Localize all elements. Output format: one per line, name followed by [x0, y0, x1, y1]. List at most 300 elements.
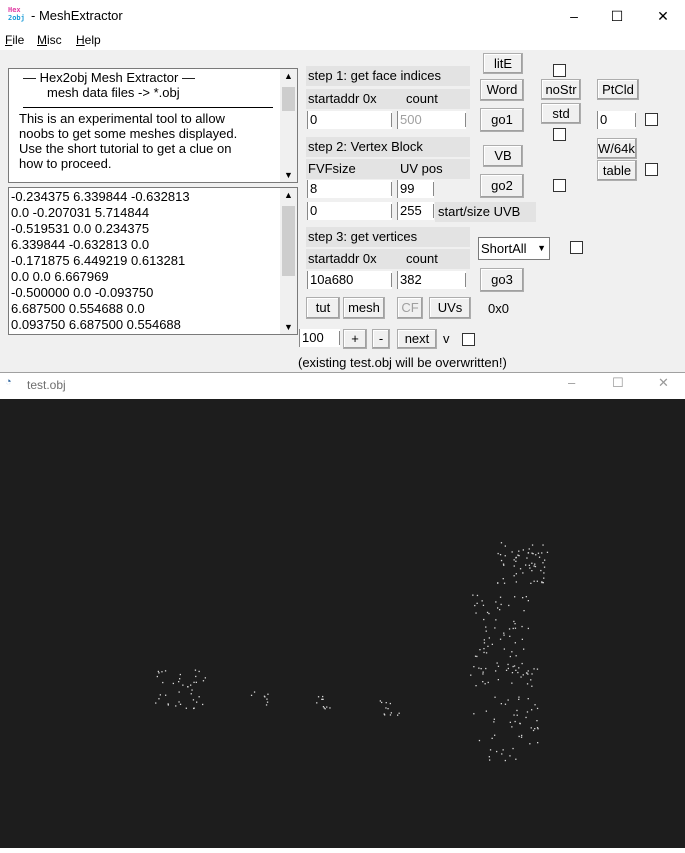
point-cloud-dot: [531, 686, 532, 687]
data-line: -0.171875 6.449219 0.613281: [11, 253, 186, 268]
data-scrollbar[interactable]: [280, 188, 297, 334]
point-cloud-dot: [537, 742, 538, 743]
point-cloud-dot: [195, 670, 196, 671]
point-cloud-svg: [0, 399, 685, 848]
point-cloud-dot: [486, 631, 487, 632]
point-cloud-dot: [519, 723, 520, 724]
go2-checkbox[interactable]: [553, 179, 566, 192]
point-cloud-dot: [518, 697, 519, 698]
menu-help-accel: H: [76, 33, 85, 47]
point-cloud-dot: [503, 749, 504, 750]
minimize-button[interactable]: –: [570, 8, 578, 24]
point-cloud-dot: [326, 706, 327, 707]
point-cloud-dot: [380, 700, 381, 701]
point-cloud-dot: [511, 651, 512, 652]
point-cloud-dot: [494, 735, 495, 736]
v-label: v: [443, 331, 450, 346]
next-button[interactable]: next: [397, 329, 437, 349]
word-button[interactable]: Word: [480, 79, 524, 101]
point-cloud-dot: [533, 668, 534, 669]
step-value-input[interactable]: [299, 329, 340, 347]
point-cloud-dot: [384, 714, 385, 715]
step2-fvfsize-label: FVFsize: [308, 161, 356, 176]
menu-file[interactable]: [5, 33, 24, 47]
point-cloud-dot: [531, 553, 532, 554]
point-cloud-dot: [473, 666, 474, 667]
point-cloud-dot: [542, 544, 543, 545]
point-cloud-dot: [504, 583, 505, 584]
fvfsize-input[interactable]: [307, 180, 392, 198]
point-cloud-dot: [529, 565, 530, 566]
point-cloud-dot: [322, 696, 323, 697]
point-cloud-dot: [514, 596, 515, 597]
point-cloud-dot: [482, 600, 483, 601]
point-cloud-dot: [481, 668, 482, 669]
point-cloud-dot: [526, 557, 527, 558]
point-cloud-dot: [505, 555, 506, 556]
point-cloud-dot: [483, 648, 484, 649]
point-cloud-dot: [528, 552, 529, 553]
point-cloud-dot: [533, 730, 534, 731]
point-cloud-dot: [513, 666, 514, 667]
point-cloud-dot: [323, 706, 324, 707]
point-cloud-dot: [501, 604, 502, 605]
point-cloud-dot: [515, 721, 516, 722]
point-cloud-dot: [478, 668, 479, 669]
dims-readout: 0x0: [488, 301, 509, 316]
step1-startaddr-input[interactable]: [307, 111, 392, 129]
point-cloud-dot: [182, 685, 183, 686]
point-cloud-dot: [537, 708, 538, 709]
point-cloud-dot: [516, 655, 517, 656]
point-cloud-dot: [505, 760, 506, 761]
info-line: Use the short tutorial to get a clue on: [19, 141, 232, 156]
point-cloud-dot: [505, 545, 506, 546]
point-cloud-dot: [531, 563, 532, 564]
point-cloud-dot: [495, 670, 496, 671]
menu-misc[interactable]: [37, 33, 62, 47]
point-cloud-dot: [390, 703, 391, 704]
menu-misc-rest: isc: [47, 33, 62, 47]
point-cloud-dot: [513, 628, 514, 629]
point-cloud-dot: [472, 595, 473, 596]
point-cloud-dot: [531, 570, 532, 571]
vertex-data-text: [11, 189, 279, 333]
data-line: 0.0 0.0 6.667969: [11, 269, 109, 284]
point-cloud-dot: [483, 619, 484, 620]
point-cloud-dot: [173, 683, 174, 684]
client-area: [0, 50, 685, 373]
point-cloud-dot: [499, 609, 500, 610]
step3-title: step 3: get vertices: [306, 227, 470, 247]
point-cloud-dot: [322, 699, 323, 700]
point-cloud-dot: [543, 582, 544, 583]
maximize-button[interactable]: ☐: [610, 8, 624, 24]
point-cloud-dot: [494, 697, 495, 698]
point-cloud-dot: [470, 675, 471, 676]
point-cloud-dot: [535, 554, 536, 555]
close-button[interactable]: ✕: [657, 8, 669, 24]
data-line: -0.500000 0.0 -0.093750: [11, 285, 154, 300]
vb-button[interactable]: VB: [483, 145, 523, 167]
point-cloud-dot: [488, 682, 489, 683]
uvb-start-value: 0: [310, 203, 318, 218]
step3-startaddr-input[interactable]: [307, 271, 392, 289]
point-cloud-dot: [522, 663, 523, 664]
point-cloud-dot: [168, 704, 169, 705]
go3-button[interactable]: go3: [480, 268, 524, 292]
point-cloud-dot: [529, 567, 530, 568]
point-cloud-dot: [390, 714, 391, 715]
step3-count-input[interactable]: [397, 271, 466, 289]
point-cloud-dot: [531, 673, 532, 674]
point-cloud-dot: [532, 544, 533, 545]
point-cloud-dot: [510, 656, 511, 657]
point-cloud-dot: [534, 565, 535, 566]
point-cloud-dot: [482, 673, 483, 674]
point-cloud-dot: [202, 704, 203, 705]
window-title: - MeshExtractor: [31, 8, 123, 23]
point-cloud-dot: [193, 708, 194, 709]
point-cloud-dot: [175, 705, 176, 706]
point-cloud-dot: [501, 542, 502, 543]
step3-count-label: count: [406, 251, 438, 266]
point-cloud-dot: [494, 627, 495, 628]
point-cloud-dot: [506, 670, 507, 671]
step1-count-label: count: [406, 91, 438, 106]
point-cloud-dot: [483, 605, 484, 606]
table-checkbox[interactable]: [645, 163, 658, 176]
go1-button[interactable]: go1: [480, 108, 524, 132]
point-cloud-dot: [321, 699, 322, 700]
scroll-down-icon[interactable]: ▼: [284, 170, 293, 180]
point-cloud-canvas[interactable]: [0, 399, 685, 848]
point-cloud-dot: [526, 672, 527, 673]
point-cloud-dot: [498, 553, 499, 554]
point-cloud-dot: [485, 626, 486, 627]
step3-count-value: 382: [400, 272, 422, 287]
point-cloud-dot: [160, 694, 161, 695]
data-line: 6.339844 -0.632813 0.0: [11, 237, 150, 252]
point-cloud-dot: [251, 695, 252, 696]
point-cloud-dot: [518, 699, 519, 700]
point-cloud-dot: [489, 756, 490, 757]
point-cloud-dot: [539, 557, 540, 558]
point-cloud-dot: [515, 561, 516, 562]
step1-title: step 1: get face indices: [306, 66, 470, 86]
point-cloud-dot: [511, 726, 512, 727]
viewer-title: test.obj: [27, 378, 66, 392]
point-cloud-dot: [522, 572, 523, 573]
step3-startaddr-label: startaddr 0x: [308, 251, 377, 266]
point-cloud-dot: [515, 670, 516, 671]
point-cloud-dot: [535, 566, 536, 567]
format-checkbox[interactable]: [570, 241, 583, 254]
point-cloud-dot: [517, 555, 518, 556]
point-cloud-dot: [199, 671, 200, 672]
point-cloud-dot: [186, 708, 187, 709]
point-cloud-dot: [500, 639, 501, 640]
data-line: 0.093750 6.687500 0.554688: [11, 317, 181, 332]
point-cloud-dot: [508, 668, 509, 669]
point-cloud-dot: [475, 612, 476, 613]
uvpos-value: 99: [400, 181, 415, 196]
point-cloud-dot: [479, 649, 480, 650]
point-cloud-dot: [509, 628, 510, 629]
mesh-button[interactable]: mesh: [343, 297, 385, 319]
point-cloud-dot: [179, 691, 180, 692]
point-cloud-dot: [516, 710, 517, 711]
point-cloud-dot: [512, 551, 513, 552]
menu-bar: [0, 31, 685, 50]
point-cloud-dot: [540, 570, 541, 571]
point-cloud-dot: [501, 560, 502, 561]
point-cloud-dot: [325, 708, 326, 709]
lite-checkbox[interactable]: [553, 64, 566, 77]
nostr-button[interactable]: noStr: [541, 79, 581, 100]
point-cloud-dot: [534, 581, 535, 582]
overwrite-warning: (existing test.obj will be overwritten!): [298, 355, 507, 370]
info-scrollbar[interactable]: [280, 69, 297, 182]
step2-header-row: [306, 159, 470, 179]
point-cloud-dot: [518, 667, 519, 668]
menu-help[interactable]: [76, 33, 101, 47]
viewer-minimize-button[interactable]: –: [568, 375, 576, 390]
point-cloud-dot: [386, 702, 387, 703]
w64k-button[interactable]: W/64k: [597, 138, 637, 159]
ptcld-button[interactable]: PtCld: [597, 79, 639, 100]
lite-button[interactable]: litE: [483, 53, 523, 74]
point-cloud-dot: [547, 552, 548, 553]
point-cloud-dot: [497, 607, 498, 608]
vertex-data-pane[interactable]: [8, 187, 298, 335]
cf-button[interactable]: CF: [397, 297, 423, 319]
point-cloud-dot: [529, 548, 530, 549]
point-cloud-dot: [512, 748, 513, 749]
point-cloud-dot: [158, 671, 159, 672]
point-cloud-dot: [513, 621, 514, 622]
point-cloud-dot: [495, 601, 496, 602]
point-cloud-dot: [531, 709, 532, 710]
point-cloud-dot: [399, 713, 400, 714]
scroll-down-icon[interactable]: ▼: [284, 322, 293, 332]
info-text-pane[interactable]: [8, 68, 298, 183]
std-checkbox[interactable]: [553, 128, 566, 141]
step1-count-input[interactable]: [397, 111, 466, 129]
point-cloud-dot: [205, 677, 206, 678]
chevron-down-icon[interactable]: ▼: [537, 243, 546, 253]
point-cloud-dot: [544, 567, 545, 568]
info-line: how to proceed.: [19, 156, 112, 171]
step1-count-value: 500: [400, 112, 422, 127]
point-cloud-dot: [193, 699, 194, 700]
scroll-up-icon[interactable]: ▲: [284, 190, 293, 200]
point-cloud-dot: [517, 715, 518, 716]
point-cloud-dot: [475, 685, 476, 686]
point-cloud-dot: [534, 704, 535, 705]
tutorial-button[interactable]: tut: [306, 297, 340, 319]
point-cloud-dot: [485, 683, 486, 684]
go2-button[interactable]: go2: [480, 174, 524, 198]
main-window: [0, 0, 685, 373]
point-cloud-dot: [537, 581, 538, 582]
menu-help-rest: elp: [84, 33, 101, 47]
point-cloud-dot: [485, 668, 486, 669]
menu-file-accel: F: [5, 33, 13, 47]
right-value-checkbox[interactable]: [645, 113, 658, 126]
point-cloud-dot: [484, 642, 485, 643]
scroll-thumb[interactable]: [282, 206, 295, 276]
hex2obj-app-icon: [8, 6, 28, 24]
point-cloud-dot: [527, 711, 528, 712]
point-cloud-dot: [178, 701, 179, 702]
step2-title: step 2: Vertex Block: [306, 137, 470, 157]
point-cloud-dot: [316, 702, 317, 703]
point-cloud-dot: [509, 636, 510, 637]
point-cloud-dot: [503, 564, 504, 565]
point-cloud-dot: [529, 743, 530, 744]
point-cloud-dot: [534, 728, 535, 729]
point-cloud-dot: [486, 652, 487, 653]
point-cloud-dot: [528, 698, 529, 699]
point-cloud-dot: [483, 672, 484, 673]
point-cloud-dot: [477, 603, 478, 604]
point-cloud-dot: [318, 696, 319, 697]
point-cloud-dot: [180, 674, 181, 675]
point-cloud-dot: [520, 568, 521, 569]
minus-button[interactable]: -: [372, 329, 390, 349]
point-cloud-dot: [391, 712, 392, 713]
point-cloud-dot: [178, 681, 179, 682]
point-cloud-dot: [193, 682, 194, 683]
point-cloud-dot: [515, 642, 516, 643]
point-cloud-dot: [476, 656, 477, 657]
point-cloud-dot: [530, 679, 531, 680]
point-cloud-dot: [397, 715, 398, 716]
point-cloud-dot: [165, 670, 166, 671]
info-heading: — Hex2obj Mesh Extractor —: [23, 70, 195, 85]
point-cloud-dot: [503, 635, 504, 636]
point-cloud-dot: [508, 699, 509, 700]
point-cloud-dot: [543, 572, 544, 573]
point-cloud-dot: [387, 708, 388, 709]
point-cloud-dot: [497, 662, 498, 663]
point-cloud-dot: [487, 646, 488, 647]
point-cloud-dot: [266, 704, 267, 705]
point-cloud-dot: [497, 582, 498, 583]
point-cloud-dot: [498, 666, 499, 667]
point-cloud-dot: [191, 689, 192, 690]
uvs-button[interactable]: UVs: [429, 297, 471, 319]
point-cloud-dot: [187, 686, 188, 687]
point-cloud-dot: [537, 669, 538, 670]
format-select[interactable]: [478, 237, 550, 260]
right-value-input[interactable]: [597, 111, 636, 129]
point-cloud-dot: [484, 639, 485, 640]
viewer-maximize-button[interactable]: ☐: [612, 375, 624, 390]
point-cloud-dot: [191, 693, 192, 694]
table-button[interactable]: table: [597, 160, 637, 181]
point-cloud-dot: [525, 717, 526, 718]
info-text-body: [19, 70, 279, 171]
uvb-size-input[interactable]: [397, 202, 434, 220]
point-cloud-dot: [513, 714, 514, 715]
point-cloud-dot: [486, 711, 487, 712]
plus-button[interactable]: +: [343, 329, 367, 349]
viewer-app-icon: ◔: [5, 376, 12, 388]
point-cloud-dot: [494, 719, 495, 720]
point-cloud-dot: [475, 656, 476, 657]
point-cloud-dot: [495, 619, 496, 620]
point-cloud-dot: [492, 738, 493, 739]
point-cloud-dot: [531, 727, 532, 728]
point-cloud-dot: [329, 707, 330, 708]
point-cloud-dot: [536, 720, 537, 721]
scroll-thumb[interactable]: [282, 87, 295, 111]
step2-uvpos-label: UV pos: [400, 161, 443, 176]
menu-misc-accel: M: [37, 33, 47, 47]
point-cloud-dot: [514, 559, 515, 560]
point-cloud-dot: [521, 626, 522, 627]
v-checkbox[interactable]: [462, 333, 475, 346]
std-button[interactable]: std: [541, 103, 581, 124]
step3-startaddr-value: 10a680: [310, 272, 354, 287]
point-cloud-dot: [162, 682, 163, 683]
step-value: 100: [302, 330, 324, 345]
point-cloud-dot: [266, 699, 267, 700]
point-cloud-dot: [523, 674, 524, 675]
uvpos-input[interactable]: [397, 180, 434, 198]
point-cloud-dot: [541, 552, 542, 553]
point-cloud-dot: [158, 672, 159, 673]
viewer-window: [0, 373, 685, 848]
viewer-close-button[interactable]: ✕: [658, 375, 669, 390]
point-cloud-dot: [525, 564, 526, 565]
point-cloud-dot: [493, 721, 494, 722]
point-cloud-dot: [521, 737, 522, 738]
step1-startaddr-label: startaddr 0x: [308, 91, 377, 106]
point-cloud-dot: [521, 735, 522, 736]
point-cloud-dot: [505, 704, 506, 705]
point-cloud-dot: [528, 628, 529, 629]
step3-header-row: [306, 249, 470, 269]
point-cloud-dot: [544, 560, 545, 561]
scroll-up-icon[interactable]: ▲: [284, 71, 293, 81]
point-cloud-dot: [515, 557, 516, 558]
point-cloud-dot: [490, 749, 491, 750]
uvb-start-input[interactable]: [307, 202, 392, 220]
point-cloud-dot: [518, 551, 519, 552]
point-cloud-dot: [504, 648, 505, 649]
point-cloud-dot: [528, 670, 529, 671]
point-cloud-dot: [514, 565, 515, 566]
point-cloud-dot: [526, 596, 527, 597]
point-cloud-dot: [158, 698, 159, 699]
point-cloud-dot: [482, 681, 483, 682]
point-cloud-dot: [514, 575, 515, 576]
point-cloud-dot: [203, 680, 204, 681]
icon-text-top: Hex: [8, 6, 21, 14]
point-cloud-dot: [264, 696, 265, 697]
point-cloud-dot: [489, 637, 490, 638]
menu-file-rest: ile: [12, 33, 25, 47]
point-cloud-dot: [496, 751, 497, 752]
point-cloud-dot: [522, 639, 523, 640]
point-cloud-dot: [385, 707, 386, 708]
point-cloud-dot: [537, 727, 538, 728]
point-cloud-dot: [267, 694, 268, 695]
point-cloud-dot: [523, 610, 524, 611]
